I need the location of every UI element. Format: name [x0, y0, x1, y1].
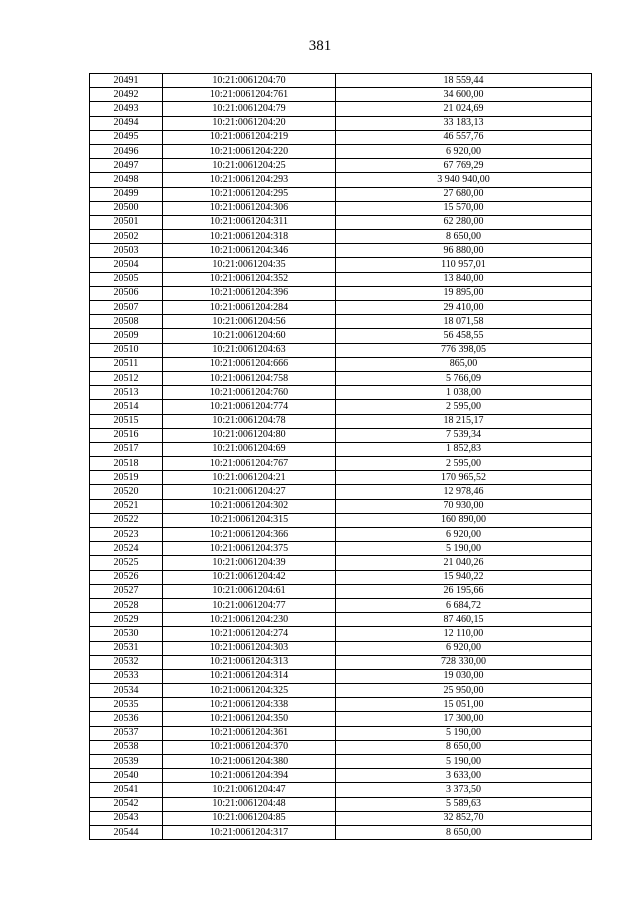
row-number-cell: 20503	[90, 244, 163, 258]
cadastral-number-cell: 10:21:0061204:293	[163, 173, 336, 187]
cadastral-number-cell: 10:21:0061204:27	[163, 485, 336, 499]
cadastral-number-cell: 10:21:0061204:220	[163, 144, 336, 158]
value-cell: 26 195,66	[336, 584, 592, 598]
table-row	[90, 286, 592, 300]
row-number-cell: 20535	[90, 698, 163, 712]
row-number-cell: 20537	[90, 726, 163, 740]
table-row	[90, 258, 592, 272]
value-cell: 728 330,00	[336, 655, 592, 669]
cadastral-number-cell: 10:21:0061204:303	[163, 641, 336, 655]
table-row	[90, 102, 592, 116]
row-number-cell: 20530	[90, 627, 163, 641]
value-cell: 3 940 940,00	[336, 173, 592, 187]
table-row	[90, 755, 592, 769]
cadastral-number-cell: 10:21:0061204:25	[163, 159, 336, 173]
cadastral-number-cell: 10:21:0061204:313	[163, 655, 336, 669]
value-cell: 21 040,26	[336, 556, 592, 570]
table-row	[90, 698, 592, 712]
table-row	[90, 343, 592, 357]
table-row	[90, 414, 592, 428]
value-cell: 33 183,13	[336, 116, 592, 130]
cadastral-number-cell: 10:21:0061204:352	[163, 272, 336, 286]
cadastral-number-cell: 10:21:0061204:338	[163, 698, 336, 712]
table-row	[90, 230, 592, 244]
page-number: 381	[308, 38, 332, 54]
cadastral-number-cell: 10:21:0061204:20	[163, 116, 336, 130]
table-row	[90, 357, 592, 371]
row-number-cell: 20529	[90, 613, 163, 627]
table-row	[90, 769, 592, 783]
cadastral-number-cell: 10:21:0061204:767	[163, 457, 336, 471]
row-number-cell: 20505	[90, 272, 163, 286]
cadastral-number-cell: 10:21:0061204:666	[163, 357, 336, 371]
cadastral-number-cell: 10:21:0061204:219	[163, 130, 336, 144]
value-cell: 3 633,00	[336, 769, 592, 783]
table-row	[90, 684, 592, 698]
cadastral-number-cell: 10:21:0061204:325	[163, 684, 336, 698]
table-row	[90, 655, 592, 669]
cadastral-number-cell: 10:21:0061204:78	[163, 414, 336, 428]
table-row	[90, 669, 592, 683]
row-number-cell: 20511	[90, 357, 163, 371]
value-cell: 96 880,00	[336, 244, 592, 258]
row-number-cell: 20540	[90, 769, 163, 783]
cadastral-number-cell: 10:21:0061204:366	[163, 528, 336, 542]
row-number-cell: 20544	[90, 825, 163, 839]
cadastral-number-cell: 10:21:0061204:315	[163, 513, 336, 527]
row-number-cell: 20533	[90, 669, 163, 683]
value-cell: 2 595,00	[336, 400, 592, 414]
cadastral-number-cell: 10:21:0061204:48	[163, 797, 336, 811]
cadastral-number-cell: 10:21:0061204:318	[163, 230, 336, 244]
table-row	[90, 315, 592, 329]
row-number-cell: 20506	[90, 286, 163, 300]
value-cell: 865,00	[336, 357, 592, 371]
cadastral-number-cell: 10:21:0061204:396	[163, 286, 336, 300]
value-cell: 15 570,00	[336, 201, 592, 215]
value-cell: 8 650,00	[336, 825, 592, 839]
row-number-cell: 20495	[90, 130, 163, 144]
table-row	[90, 272, 592, 286]
table-row	[90, 386, 592, 400]
table-row	[90, 471, 592, 485]
value-cell: 110 957,01	[336, 258, 592, 272]
row-number-cell: 20534	[90, 684, 163, 698]
value-cell: 25 950,00	[336, 684, 592, 698]
value-cell: 87 460,15	[336, 613, 592, 627]
value-cell: 5 190,00	[336, 542, 592, 556]
row-number-cell: 20536	[90, 712, 163, 726]
table-row	[90, 783, 592, 797]
table-body	[90, 74, 592, 840]
table-row	[90, 726, 592, 740]
table-row	[90, 400, 592, 414]
value-cell: 8 650,00	[336, 740, 592, 754]
table-row	[90, 215, 592, 229]
row-number-cell: 20512	[90, 371, 163, 385]
value-cell: 46 557,76	[336, 130, 592, 144]
cadastral-number-cell: 10:21:0061204:302	[163, 499, 336, 513]
row-number-cell: 20543	[90, 811, 163, 825]
cadastral-number-cell: 10:21:0061204:317	[163, 825, 336, 839]
cadastral-value-table	[89, 73, 592, 840]
cadastral-number-cell: 10:21:0061204:370	[163, 740, 336, 754]
value-cell: 17 300,00	[336, 712, 592, 726]
table-row	[90, 825, 592, 839]
row-number-cell: 20509	[90, 329, 163, 343]
cadastral-number-cell: 10:21:0061204:761	[163, 88, 336, 102]
table-row	[90, 528, 592, 542]
value-cell: 5 190,00	[336, 755, 592, 769]
value-cell: 5 589,63	[336, 797, 592, 811]
value-cell: 32 852,70	[336, 811, 592, 825]
cadastral-number-cell: 10:21:0061204:306	[163, 201, 336, 215]
row-number-cell: 20515	[90, 414, 163, 428]
cadastral-number-cell: 10:21:0061204:346	[163, 244, 336, 258]
value-cell: 19 030,00	[336, 669, 592, 683]
table-row	[90, 187, 592, 201]
row-number-cell: 20531	[90, 641, 163, 655]
table-row	[90, 173, 592, 187]
cadastral-number-cell: 10:21:0061204:758	[163, 371, 336, 385]
cadastral-number-cell: 10:21:0061204:61	[163, 584, 336, 598]
table-row	[90, 301, 592, 315]
row-number-cell: 20527	[90, 584, 163, 598]
value-cell: 5 190,00	[336, 726, 592, 740]
row-number-cell: 20538	[90, 740, 163, 754]
table-row	[90, 485, 592, 499]
table-row	[90, 88, 592, 102]
cadastral-number-cell: 10:21:0061204:79	[163, 102, 336, 116]
row-number-cell: 20497	[90, 159, 163, 173]
table-row	[90, 811, 592, 825]
row-number-cell: 20539	[90, 755, 163, 769]
cadastral-number-cell: 10:21:0061204:311	[163, 215, 336, 229]
table-row	[90, 442, 592, 456]
cadastral-number-cell: 10:21:0061204:350	[163, 712, 336, 726]
table-row	[90, 74, 592, 88]
table-row	[90, 201, 592, 215]
value-cell: 21 024,69	[336, 102, 592, 116]
table-row	[90, 740, 592, 754]
value-cell: 19 895,00	[336, 286, 592, 300]
row-number-cell: 20493	[90, 102, 163, 116]
table-row	[90, 428, 592, 442]
value-cell: 7 539,34	[336, 428, 592, 442]
row-number-cell: 20542	[90, 797, 163, 811]
value-cell: 34 600,00	[336, 88, 592, 102]
value-cell: 1 038,00	[336, 386, 592, 400]
row-number-cell: 20500	[90, 201, 163, 215]
cadastral-number-cell: 10:21:0061204:295	[163, 187, 336, 201]
cadastral-number-cell: 10:21:0061204:284	[163, 301, 336, 315]
table-row	[90, 584, 592, 598]
table-row	[90, 116, 592, 130]
value-cell: 6 920,00	[336, 641, 592, 655]
cadastral-number-cell: 10:21:0061204:760	[163, 386, 336, 400]
row-number-cell: 20528	[90, 598, 163, 612]
table-row	[90, 130, 592, 144]
table-row	[90, 329, 592, 343]
cadastral-number-cell: 10:21:0061204:774	[163, 400, 336, 414]
value-cell: 170 965,52	[336, 471, 592, 485]
row-number-cell: 20516	[90, 428, 163, 442]
cadastral-number-cell: 10:21:0061204:77	[163, 598, 336, 612]
table-row	[90, 159, 592, 173]
cadastral-number-cell: 10:21:0061204:42	[163, 570, 336, 584]
table-row	[90, 371, 592, 385]
row-number-cell: 20492	[90, 88, 163, 102]
cadastral-number-cell: 10:21:0061204:85	[163, 811, 336, 825]
table-row	[90, 542, 592, 556]
cadastral-number-cell: 10:21:0061204:69	[163, 442, 336, 456]
row-number-cell: 20522	[90, 513, 163, 527]
row-number-cell: 20513	[90, 386, 163, 400]
value-cell: 8 650,00	[336, 230, 592, 244]
table-row	[90, 499, 592, 513]
row-number-cell: 20526	[90, 570, 163, 584]
value-cell: 67 769,29	[336, 159, 592, 173]
value-cell: 18 071,58	[336, 315, 592, 329]
cadastral-number-cell: 10:21:0061204:70	[163, 74, 336, 88]
row-number-cell: 20524	[90, 542, 163, 556]
row-number-cell: 20507	[90, 301, 163, 315]
cadastral-number-cell: 10:21:0061204:39	[163, 556, 336, 570]
value-cell: 56 458,55	[336, 329, 592, 343]
cadastral-number-cell: 10:21:0061204:314	[163, 669, 336, 683]
value-cell: 15 940,22	[336, 570, 592, 584]
cadastral-number-cell: 10:21:0061204:35	[163, 258, 336, 272]
row-number-cell: 20496	[90, 144, 163, 158]
value-cell: 1 852,83	[336, 442, 592, 456]
row-number-cell: 20520	[90, 485, 163, 499]
cadastral-number-cell: 10:21:0061204:375	[163, 542, 336, 556]
row-number-cell: 20502	[90, 230, 163, 244]
cadastral-number-cell: 10:21:0061204:394	[163, 769, 336, 783]
value-cell: 18 215,17	[336, 414, 592, 428]
cadastral-number-cell: 10:21:0061204:63	[163, 343, 336, 357]
value-cell: 5 766,09	[336, 371, 592, 385]
value-cell: 18 559,44	[336, 74, 592, 88]
value-cell: 62 280,00	[336, 215, 592, 229]
table-row	[90, 513, 592, 527]
value-cell: 12 110,00	[336, 627, 592, 641]
value-cell: 29 410,00	[336, 301, 592, 315]
cadastral-number-cell: 10:21:0061204:274	[163, 627, 336, 641]
cadastral-number-cell: 10:21:0061204:21	[163, 471, 336, 485]
row-number-cell: 20508	[90, 315, 163, 329]
row-number-cell: 20518	[90, 457, 163, 471]
value-cell: 12 978,46	[336, 485, 592, 499]
value-cell: 6 684,72	[336, 598, 592, 612]
value-cell: 2 595,00	[336, 457, 592, 471]
row-number-cell: 20523	[90, 528, 163, 542]
row-number-cell: 20519	[90, 471, 163, 485]
table-row	[90, 144, 592, 158]
table-row	[90, 598, 592, 612]
row-number-cell: 20504	[90, 258, 163, 272]
row-number-cell: 20498	[90, 173, 163, 187]
value-cell: 776 398,05	[336, 343, 592, 357]
cadastral-number-cell: 10:21:0061204:47	[163, 783, 336, 797]
cadastral-number-cell: 10:21:0061204:361	[163, 726, 336, 740]
value-cell: 27 680,00	[336, 187, 592, 201]
row-number-cell: 20494	[90, 116, 163, 130]
cadastral-number-cell: 10:21:0061204:230	[163, 613, 336, 627]
row-number-cell: 20499	[90, 187, 163, 201]
value-cell: 15 051,00	[336, 698, 592, 712]
table-row	[90, 457, 592, 471]
value-cell: 160 890,00	[336, 513, 592, 527]
row-number-cell: 20541	[90, 783, 163, 797]
table-row	[90, 613, 592, 627]
value-cell: 13 840,00	[336, 272, 592, 286]
row-number-cell: 20532	[90, 655, 163, 669]
cadastral-number-cell: 10:21:0061204:380	[163, 755, 336, 769]
row-number-cell: 20501	[90, 215, 163, 229]
table-row	[90, 641, 592, 655]
cadastral-number-cell: 10:21:0061204:60	[163, 329, 336, 343]
value-cell: 3 373,50	[336, 783, 592, 797]
table-row	[90, 627, 592, 641]
row-number-cell: 20525	[90, 556, 163, 570]
value-cell: 6 920,00	[336, 528, 592, 542]
row-number-cell: 20517	[90, 442, 163, 456]
table-row	[90, 244, 592, 258]
table-row	[90, 556, 592, 570]
value-cell: 70 930,00	[336, 499, 592, 513]
table-row	[90, 797, 592, 811]
table-row	[90, 570, 592, 584]
row-number-cell: 20521	[90, 499, 163, 513]
value-cell: 6 920,00	[336, 144, 592, 158]
cadastral-number-cell: 10:21:0061204:56	[163, 315, 336, 329]
cadastral-number-cell: 10:21:0061204:80	[163, 428, 336, 442]
row-number-cell: 20514	[90, 400, 163, 414]
table-row	[90, 712, 592, 726]
row-number-cell: 20510	[90, 343, 163, 357]
row-number-cell: 20491	[90, 74, 163, 88]
